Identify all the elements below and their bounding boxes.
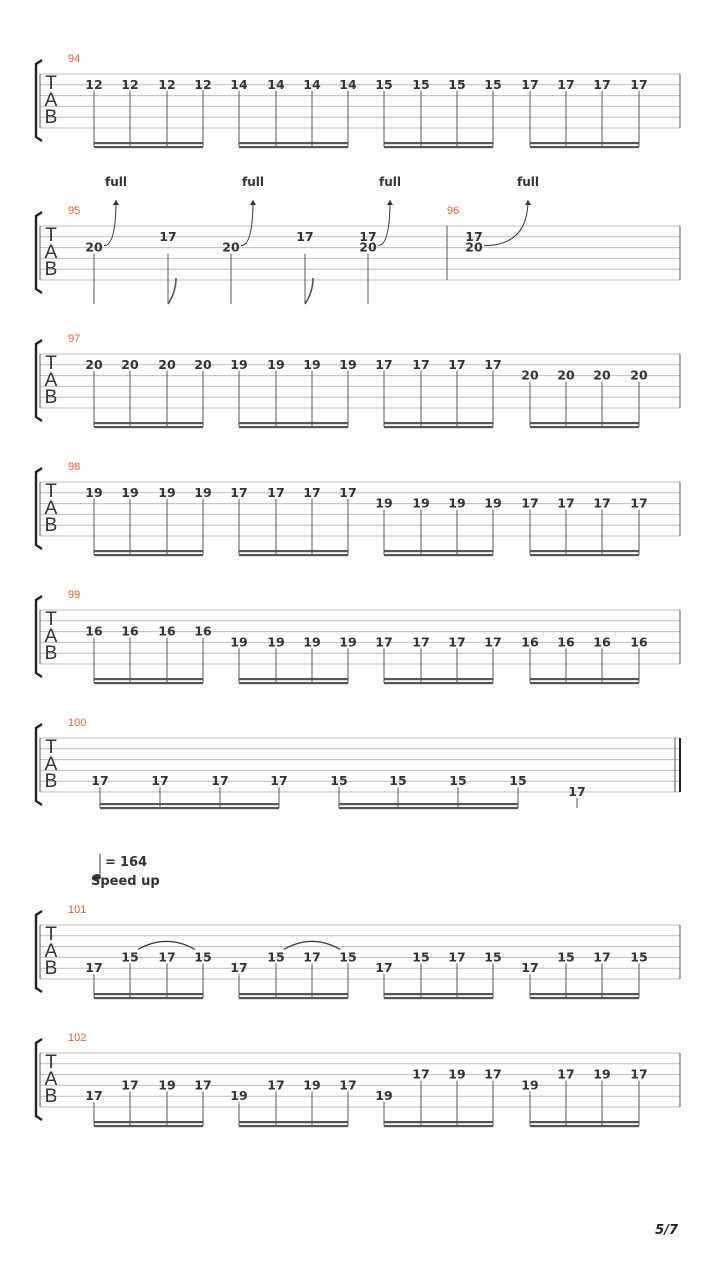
fret-number: 19 [303, 634, 321, 650]
beam [384, 550, 493, 552]
fret-number: 17 [267, 1077, 285, 1093]
beam [339, 807, 518, 809]
fret-number: 14 [230, 76, 248, 92]
fret-number: 17 [557, 76, 575, 92]
fret-number: 15 [339, 949, 357, 965]
bend-label: full [379, 175, 401, 189]
tab-clef-letter: B [44, 958, 58, 979]
beam [384, 142, 493, 144]
fret-number: 17 [339, 484, 357, 500]
fret-number: 15 [194, 949, 212, 965]
fret-number: 15 [121, 949, 139, 965]
beam [384, 682, 493, 684]
beam [239, 142, 348, 144]
bend-curve [484, 200, 528, 246]
system-bracket [36, 596, 42, 677]
fret-number: 17 [375, 634, 393, 650]
fret-number: 20 [521, 367, 539, 383]
fret-number: 17 [448, 356, 466, 372]
tab-clef-letter: A [44, 626, 58, 647]
fret-number: 17 [296, 228, 314, 244]
fret-number: 15 [375, 76, 393, 92]
tab-clef-letter: B [44, 643, 58, 664]
fret-number: 19 [303, 1077, 321, 1093]
fret-number: 19 [339, 356, 357, 372]
beam [530, 993, 639, 995]
fret-number: 19 [521, 1077, 539, 1093]
fret-number: 17 [85, 960, 103, 976]
beam [94, 554, 203, 556]
fret-number: 15 [412, 76, 430, 92]
beam [239, 993, 348, 995]
bend-arrowhead [250, 200, 256, 205]
tab-clef-letter: T [45, 225, 57, 246]
tab-clef-letter: T [45, 737, 57, 758]
fret-number: 17 [521, 960, 539, 976]
fret-number: 15 [557, 949, 575, 965]
page-number: 5/7 [655, 1223, 678, 1238]
fret-number: 17 [521, 495, 539, 511]
system-bracket [36, 60, 42, 141]
system-bracket [36, 340, 42, 421]
beam [100, 803, 279, 805]
beam [239, 1125, 348, 1127]
fret-number: 17 [630, 495, 648, 511]
tab-clef-letter: A [44, 1069, 58, 1090]
fret-number: 17 [484, 634, 502, 650]
fret-number: 20 [85, 356, 103, 372]
bend-label: full [517, 175, 539, 189]
fret-number: 14 [339, 76, 357, 92]
tab-clef-letter: T [45, 73, 57, 94]
fret-number: 16 [630, 634, 648, 650]
tab-clef-letter: A [44, 90, 58, 111]
measure-number: 100 [68, 717, 87, 729]
beam [339, 803, 518, 805]
slur-arc [138, 941, 195, 949]
fret-number: 17 [593, 76, 611, 92]
fret-number: 17 [121, 1077, 139, 1093]
fret-number: 17 [412, 1066, 430, 1082]
notation-layer [45, 53, 648, 1127]
fret-number: 15 [389, 773, 407, 789]
beam [239, 678, 348, 680]
beam [94, 146, 203, 148]
bend-arrowhead [113, 200, 119, 205]
fret-number: 17 [375, 960, 393, 976]
fret-number: 20 [222, 239, 240, 255]
fret-number: 12 [85, 76, 103, 92]
fret-number: 20 [465, 239, 483, 255]
tab-clef-letter: A [44, 498, 58, 519]
fret-number: 15 [484, 949, 502, 965]
fret-number: 19 [230, 634, 248, 650]
tab-clef-letter: T [45, 353, 57, 374]
beam [384, 678, 493, 680]
tempo-marking [91, 854, 160, 889]
measure-number: 101 [68, 904, 87, 916]
fret-number: 17 [557, 1066, 575, 1082]
fret-number: 14 [267, 76, 285, 92]
fret-number: 19 [267, 356, 285, 372]
fret-number: 16 [194, 623, 212, 639]
beam [530, 1125, 639, 1127]
measure-number: 99 [68, 589, 81, 601]
beam [384, 997, 493, 999]
beam [384, 1121, 493, 1123]
measure-number: 94 [68, 53, 81, 65]
fret-number: 15 [509, 773, 527, 789]
beam [94, 142, 203, 144]
system-bracket [36, 1039, 42, 1120]
fret-number: 17 [359, 228, 377, 244]
beam [530, 142, 639, 144]
fret-number: 17 [270, 773, 288, 789]
fret-number: 17 [158, 949, 176, 965]
fret-number: 15 [330, 773, 348, 789]
fret-number: 20 [557, 367, 575, 383]
fret-number: 17 [339, 1077, 357, 1093]
beam [530, 1121, 639, 1123]
fret-number: 12 [158, 76, 176, 92]
beam [94, 678, 203, 680]
fret-number: 17 [375, 356, 393, 372]
beam [239, 426, 348, 428]
fret-number: 17 [267, 484, 285, 500]
fret-number: 19 [303, 356, 321, 372]
tempo-bpm: 164 [120, 855, 148, 870]
beam [530, 554, 639, 556]
tab-clef-letter: A [44, 370, 58, 391]
system-bracket [36, 911, 42, 992]
fret-number: 15 [267, 949, 285, 965]
fret-number: 16 [593, 634, 611, 650]
fret-number: 19 [158, 484, 176, 500]
tab-clef-letter: T [45, 924, 57, 945]
beam [530, 426, 639, 428]
system-bracket [36, 724, 42, 805]
beam [530, 422, 639, 424]
beam [94, 993, 203, 995]
beam [384, 426, 493, 428]
fret-number: 16 [557, 634, 575, 650]
tab-clef-letter: T [45, 481, 57, 502]
beam [384, 554, 493, 556]
bend-curve [378, 200, 390, 246]
fret-number: 20 [630, 367, 648, 383]
beam [384, 146, 493, 148]
fret-number: 17 [448, 949, 466, 965]
fret-number: 17 [230, 484, 248, 500]
beam [384, 422, 493, 424]
beam [384, 993, 493, 995]
beam [384, 1125, 493, 1127]
bend-curve [241, 200, 253, 246]
bend-arrowhead [387, 200, 393, 205]
tab-clef-letter: T [45, 609, 57, 630]
fret-number: 17 [159, 228, 177, 244]
tab-clef-letter: A [44, 941, 58, 962]
fret-number: 17 [412, 634, 430, 650]
beam [530, 146, 639, 148]
fret-number: 19 [230, 356, 248, 372]
fret-number: 17 [151, 773, 169, 789]
beam [239, 682, 348, 684]
fret-number: 15 [448, 76, 466, 92]
fret-number: 19 [375, 495, 393, 511]
fret-number: 19 [85, 484, 103, 500]
tab-clef-letter: T [45, 1052, 57, 1073]
measure-number: 98 [68, 461, 81, 473]
measure-number: 102 [68, 1032, 87, 1044]
fret-number: 19 [194, 484, 212, 500]
fret-number: 16 [85, 623, 103, 639]
fret-number: 17 [593, 949, 611, 965]
beam [94, 682, 203, 684]
fret-number: 17 [194, 1077, 212, 1093]
system-bracket [36, 212, 42, 293]
fret-number: 17 [412, 356, 430, 372]
tab-clef-letter: B [44, 107, 58, 128]
beam [94, 1125, 203, 1127]
bend-label: full [242, 175, 264, 189]
fret-number: 19 [121, 484, 139, 500]
fret-number: 16 [521, 634, 539, 650]
bend-arrowhead [525, 200, 531, 205]
fret-number: 17 [211, 773, 229, 789]
fret-number: 12 [194, 76, 212, 92]
fret-number: 19 [412, 495, 430, 511]
tab-clef-letter: B [44, 387, 58, 408]
tempo-equals: = [105, 855, 116, 870]
fret-number: 20 [121, 356, 139, 372]
fret-number: 19 [158, 1077, 176, 1093]
fret-number: 17 [91, 773, 109, 789]
fret-number: 17 [630, 1066, 648, 1082]
fret-number: 19 [448, 1066, 466, 1082]
tab-clef-letter: B [44, 259, 58, 280]
beam [530, 682, 639, 684]
fret-number: 20 [359, 239, 377, 255]
fret-number: 17 [448, 634, 466, 650]
tab-clef-letter: A [44, 242, 58, 263]
fret-number: 17 [85, 1088, 103, 1104]
fret-number: 19 [339, 634, 357, 650]
fret-number: 17 [230, 960, 248, 976]
fret-number: 17 [593, 495, 611, 511]
fret-number: 19 [267, 634, 285, 650]
bend-curve [104, 200, 116, 246]
fret-number: 20 [194, 356, 212, 372]
fret-number: 17 [521, 76, 539, 92]
beam [94, 550, 203, 552]
beam [94, 426, 203, 428]
fret-number: 19 [448, 495, 466, 511]
fret-number: 15 [412, 949, 430, 965]
tab-clef-letter: B [44, 515, 58, 536]
fret-number: 14 [303, 76, 321, 92]
fret-number: 20 [593, 367, 611, 383]
measure-number: 95 [68, 205, 81, 217]
fret-number: 17 [557, 495, 575, 511]
tempo-text: Speed up [91, 874, 160, 889]
fret-number: 17 [303, 949, 321, 965]
fret-number: 20 [158, 356, 176, 372]
beam [100, 807, 279, 809]
beam [239, 554, 348, 556]
tab-clef-letter: A [44, 754, 58, 775]
fret-number: 17 [568, 784, 586, 799]
beam [94, 1121, 203, 1123]
fret-number: 12 [121, 76, 139, 92]
fret-number: 15 [449, 773, 467, 789]
fret-number: 16 [158, 623, 176, 639]
tab-clef-letter: B [44, 1086, 58, 1107]
fret-number: 19 [375, 1088, 393, 1104]
beam [239, 1121, 348, 1123]
fret-number: 19 [484, 495, 502, 511]
beam [239, 146, 348, 148]
fret-number: 17 [303, 484, 321, 500]
beam [94, 422, 203, 424]
fret-number: 16 [121, 623, 139, 639]
beam [239, 997, 348, 999]
bend-label: full [105, 175, 127, 189]
fret-number: 19 [593, 1066, 611, 1082]
beam [530, 997, 639, 999]
fret-number: 20 [85, 239, 103, 255]
beam [239, 550, 348, 552]
measure-number: 96 [447, 205, 460, 217]
system-bracket [36, 468, 42, 549]
beam [94, 997, 203, 999]
fret-number: 19 [230, 1088, 248, 1104]
fret-number: 15 [630, 949, 648, 965]
eighth-flag [305, 278, 313, 304]
fret-number: 17 [465, 228, 483, 244]
beam [530, 550, 639, 552]
fret-number: 17 [484, 356, 502, 372]
beam [239, 422, 348, 424]
fret-number: 17 [484, 1066, 502, 1082]
fret-number: 15 [484, 76, 502, 92]
fret-number: 17 [630, 76, 648, 92]
measure-number: 97 [68, 333, 81, 345]
beam [530, 678, 639, 680]
tab-clef-letter: B [44, 771, 58, 792]
slur-arc [284, 941, 340, 949]
eighth-flag [168, 278, 176, 304]
